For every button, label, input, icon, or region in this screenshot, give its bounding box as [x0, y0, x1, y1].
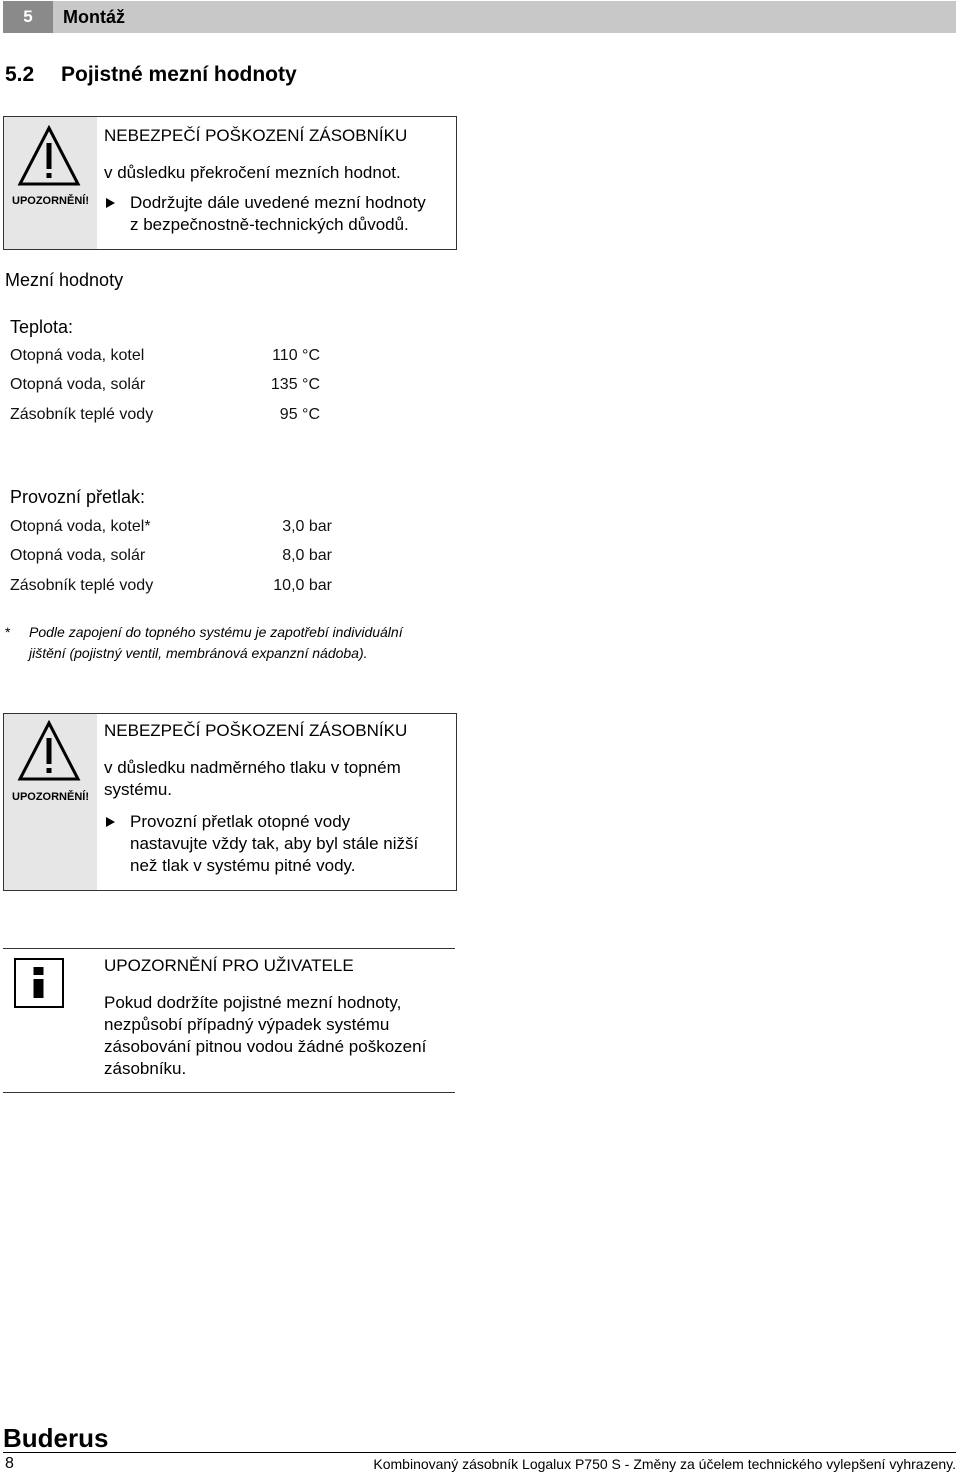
instruction-line: Provozní přetlak otopné vody [130, 812, 351, 831]
warning-text: v důsledku překročení mezních hodnot. [104, 163, 401, 182]
warning-title: NEBEZPEČÍ POŠKOZENÍ ZÁSOBNÍKU [104, 126, 408, 145]
temperature-row-label: Otopná voda, solár [10, 376, 146, 393]
section-title [5, 63, 297, 87]
chapter-title: Montáž [63, 7, 125, 27]
logo-text: Buderus [3, 1424, 109, 1452]
footer-text: Kombinovaný zásobník Logalux P750 S - Změny za účelem technického vylepšení vyhrazeny. [373, 1456, 956, 1472]
warning-side-panel [4, 714, 97, 890]
warning-label: UPOZORNĚNÍ! [12, 791, 89, 803]
limits-heading: Mezní hodnoty [5, 270, 124, 290]
warning-triangle-icon [17, 720, 81, 782]
footnote-line: Podle zapojení do topného systému je zapotřebí individuální [29, 624, 403, 640]
bullet-arrow-icon [106, 198, 115, 208]
instruction-line: než tlak v systému pitné vody. [130, 856, 356, 875]
footnote-text [29, 622, 449, 664]
instruction-line: nastavujte vždy tak, aby byl stále nižší [130, 834, 419, 853]
info-content [104, 955, 454, 1080]
pressure-heading: Provozní přetlak: [10, 487, 146, 507]
footnote-line: jištění (pojistný ventil, membránová expanzní nádoba). [29, 645, 368, 661]
info-i-glyph [16, 960, 62, 1006]
info-line: Pokud dodržíte pojistné mezní hodnoty, [104, 993, 402, 1012]
section-number: 5.2 [5, 63, 35, 86]
pressure-row-value: 10,0 bar [273, 577, 332, 594]
warning-content [104, 720, 450, 877]
instruction-line: Dodržujte dále uvedené mezní hodnoty [130, 193, 426, 212]
pressure-row-value: 3,0 bar [282, 518, 332, 535]
warning-box-1 [3, 116, 457, 250]
temperature-row-value: 110 °C [272, 347, 320, 364]
warning-side-panel [4, 117, 97, 249]
info-icon [14, 958, 64, 1008]
warning-instruction [104, 192, 450, 236]
info-bottom-rule [3, 1092, 455, 1093]
bullet-arrow-icon [106, 817, 115, 827]
temperature-row-label: Otopná voda, kotel [10, 347, 145, 364]
temperature-row-value: 95 °C [279, 406, 320, 423]
warning-instruction [104, 811, 450, 877]
warning-label: UPOZORNĚNÍ! [12, 195, 89, 207]
temperature-row-label: Zásobník teplé vody [10, 406, 154, 423]
temperature-row-value: 135 °C [270, 376, 320, 393]
warning-triangle-icon [17, 125, 81, 187]
warning-title: NEBEZPEČÍ POŠKOZENÍ ZÁSOBNÍKU [104, 721, 408, 740]
warning-box-2 [3, 713, 457, 891]
pressure-row-value: 8,0 bar [282, 547, 332, 564]
info-top-rule [3, 948, 455, 949]
warning-text: systému. [104, 780, 173, 799]
pressure-row-label: Zásobník teplé vody [10, 577, 154, 594]
info-title: UPOZORNĚNÍ PRO UŽIVATELE [104, 956, 354, 975]
temperature-heading: Teplota: [10, 317, 74, 337]
instruction-line: z bezpečnostně-technických důvodů. [130, 215, 409, 234]
info-line: zásobování pitnou vodou žádné poškození [104, 1037, 427, 1056]
warning-text: v důsledku nadměrného tlaku v topném [104, 758, 401, 777]
chapter-header-bar [3, 1, 956, 33]
pressure-row-label: Otopná voda, solár [10, 547, 146, 564]
footer-rule [3, 1452, 956, 1453]
buderus-logo [3, 1424, 133, 1452]
page-number: 8 [5, 1455, 14, 1472]
warning-content [104, 125, 450, 236]
info-line: zásobníku. [104, 1059, 187, 1078]
section-title-text: Pojistné mezní hodnoty [61, 63, 297, 86]
footnote-marker: * [5, 624, 11, 640]
pressure-row-label: Otopná voda, kotel* [10, 518, 151, 535]
chapter-number: 5 [3, 1, 53, 33]
info-line: nezpůsobí případný výpadek systému [104, 1015, 390, 1034]
